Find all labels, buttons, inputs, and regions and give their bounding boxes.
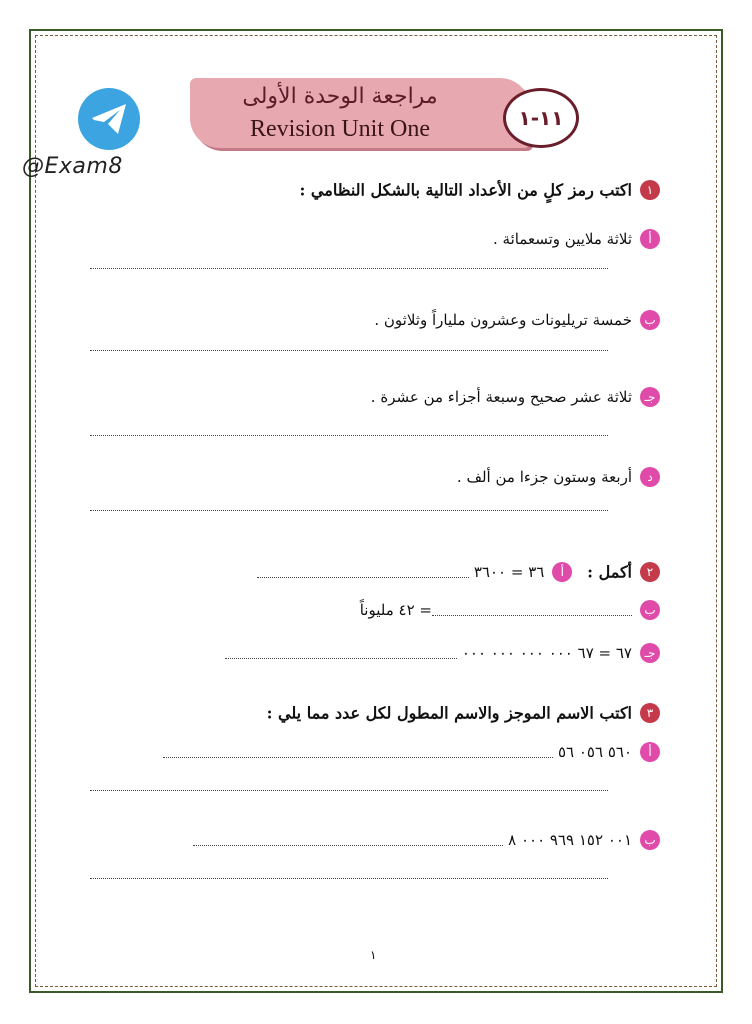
item-text: ٥٦٠ ٠٥٦ ٥٦: [557, 743, 632, 761]
item-text: أربعة وستون جزءا من ألف .: [456, 468, 632, 486]
letter-badge: ب: [640, 600, 660, 620]
q1-number: ١: [640, 180, 660, 200]
item-text: ٦٧ = ٦٧ ٠٠٠ ٠٠٠ ٠٠٠ ٠٠٠: [461, 644, 632, 662]
page-number: ١: [370, 948, 377, 962]
q1-title: اكتب رمز كلٍ من الأعداد التالية بالشكل النظامي :: [299, 180, 632, 200]
item-text: ثلاثة ملايين وتسعمائة .: [492, 230, 632, 248]
answer-line[interactable]: [90, 435, 608, 436]
letter-badge: د: [640, 467, 660, 487]
q3-item-b: [193, 830, 660, 850]
item-text: خمسة تريليونات وعشرون ملياراً وثلاثون .: [374, 311, 632, 329]
title-english: Revision Unit One: [250, 116, 430, 142]
title-arabic: مراجعة الوحدة الأولى: [242, 84, 438, 109]
telegram-icon: [78, 88, 140, 150]
q2-title: أكمل :: [587, 562, 632, 582]
q1-item-d: [457, 467, 660, 487]
q2-item-b: [360, 600, 660, 620]
letter-badge: أ: [640, 229, 660, 249]
letter-badge: جـ: [640, 643, 660, 663]
q3-item-a: [163, 742, 660, 762]
q3-heading: [267, 703, 660, 723]
q1-item-a: [493, 229, 660, 249]
q1-heading: [299, 180, 660, 200]
telegram-handle: @Exam8: [22, 154, 123, 179]
q2-item-a: [257, 562, 660, 582]
q3-number: ٣: [640, 703, 660, 723]
answer-blank[interactable]: [193, 835, 503, 846]
q2-item-c: [225, 643, 660, 663]
letter-badge: أ: [552, 562, 572, 582]
answer-line[interactable]: [90, 790, 608, 791]
letter-badge: ب: [640, 830, 660, 850]
answer-line[interactable]: [90, 510, 608, 511]
answer-blank[interactable]: [225, 648, 457, 659]
answer-blank[interactable]: [432, 605, 632, 616]
answer-line[interactable]: [90, 878, 608, 879]
item-text: ٣٦ = ٣٦٠٠: [473, 563, 545, 581]
letter-badge: ب: [640, 310, 660, 330]
item-text: ثلاثة عشر صحيح وسبعة أجزاء من عشرة .: [370, 388, 632, 406]
item-text: ٠٠١ ١٥٢ ٩٦٩ ٠٠٠ ٨: [508, 831, 632, 849]
q2-number: ٢: [640, 562, 660, 582]
q3-title: اكتب الاسم الموجز والاسم المطول لكل عدد مما يلي :: [266, 703, 632, 723]
item-text: = ٤٢ مليوناً: [359, 601, 432, 619]
q1-item-b: [374, 310, 660, 330]
title-banner: [190, 78, 530, 148]
answer-blank[interactable]: [257, 567, 469, 578]
answer-line[interactable]: [90, 350, 608, 351]
letter-badge: جـ: [640, 387, 660, 407]
answer-blank[interactable]: [163, 747, 553, 758]
answer-line[interactable]: [90, 268, 608, 269]
lesson-badge: ١١-١: [503, 88, 579, 148]
letter-badge: أ: [640, 742, 660, 762]
q1-item-c: [371, 387, 660, 407]
